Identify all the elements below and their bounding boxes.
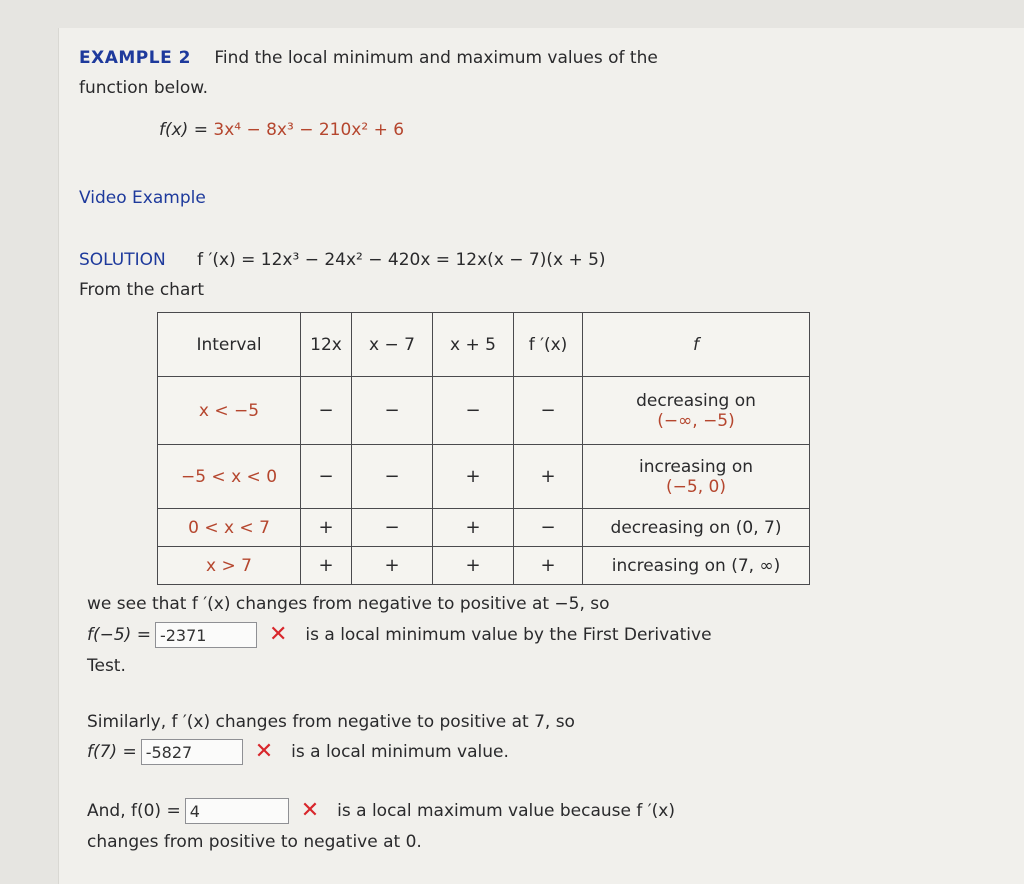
behavior-cell	[583, 547, 810, 585]
behavior-line2: (−∞, −5)	[657, 410, 735, 431]
from-chart-text: From the chart	[79, 280, 205, 300]
behavior-cell	[583, 445, 810, 509]
header-interval: Interval	[158, 313, 301, 377]
problem-page	[58, 28, 1024, 884]
video-example-link[interactable]: Video Example	[79, 188, 206, 208]
behavior-line1: decreasing on (0, 7)	[610, 517, 782, 538]
sign-cell: −	[301, 377, 352, 445]
behavior-cell	[583, 377, 810, 445]
interval-cell: 0 < x < 7	[158, 509, 301, 547]
sign-chart-table	[157, 312, 810, 585]
sign-cell: +	[301, 509, 352, 547]
sign-cell: −	[514, 509, 583, 547]
step1-answer-field[interactable]: -2371	[155, 622, 257, 648]
sign-cell: +	[352, 547, 433, 585]
step2-lhs: f(7) =	[87, 742, 137, 762]
solution-line	[79, 250, 606, 270]
step1-answer-row	[87, 622, 712, 648]
sign-cell: +	[433, 509, 514, 547]
step2-answer-row	[87, 739, 509, 765]
step3-lhs: And, f(0) =	[87, 801, 181, 821]
behavior-line1: increasing on	[638, 456, 754, 477]
table-row	[158, 445, 810, 509]
step1-conclusion: is a local minimum value by the First Derivative	[305, 625, 712, 645]
interval-cell: −5 < x < 0	[158, 445, 301, 509]
sign-cell: −	[514, 377, 583, 445]
sign-cell: −	[352, 445, 433, 509]
step3-answer-field[interactable]: 4	[185, 798, 289, 824]
header-x-plus-5: x + 5	[433, 313, 514, 377]
sign-cell: +	[301, 547, 352, 585]
function-rhs: 3x⁴ − 8x³ − 210x² + 6	[213, 120, 405, 140]
step2-answer-field[interactable]: -5827	[141, 739, 243, 765]
derivative-expression: f ′(x) = 12x³ − 24x² − 420x = 12x(x − 7)(x + 5)	[197, 250, 606, 270]
function-lhs: f(x) =	[159, 120, 214, 140]
step1-lhs: f(−5) =	[87, 625, 151, 645]
table-row	[158, 509, 810, 547]
step3-conclusion: is a local maximum value because f ′(x)	[337, 801, 675, 821]
sign-cell: −	[433, 377, 514, 445]
table-row	[158, 547, 810, 585]
header-f: f	[583, 313, 810, 377]
table-row	[158, 377, 810, 445]
step2-conclusion: is a local minimum value.	[291, 742, 509, 762]
step2-text: Similarly, f ′(x) changes from negative to positive at 7, so	[87, 712, 575, 732]
example-prompt-line1: Find the local minimum and maximum values of the	[214, 48, 658, 68]
example-header	[79, 48, 658, 68]
sign-cell: +	[433, 547, 514, 585]
header-x-minus-7: x − 7	[352, 313, 433, 377]
interval-cell: x > 7	[158, 547, 301, 585]
behavior-line1: decreasing on	[636, 390, 756, 411]
sign-cell: −	[352, 509, 433, 547]
step3-answer-row	[87, 798, 675, 824]
x-mark-icon: ✕	[300, 798, 320, 823]
sign-cell: +	[433, 445, 514, 509]
step3-continuation: changes from positive to negative at 0.	[87, 832, 422, 852]
sign-cell: −	[301, 445, 352, 509]
sign-cell: −	[352, 377, 433, 445]
x-mark-icon: ✕	[268, 622, 288, 647]
solution-label: SOLUTION	[79, 250, 166, 270]
sign-cell: +	[514, 547, 583, 585]
step1-test-text: Test.	[87, 656, 126, 676]
interval-cell: x < −5	[158, 377, 301, 445]
header-f-prime: f ′(x)	[514, 313, 583, 377]
example-prompt-line2: function below.	[79, 78, 208, 98]
example-label: EXAMPLE 2	[79, 48, 191, 68]
behavior-line2: (−5, 0)	[666, 476, 726, 497]
behavior-cell	[583, 509, 810, 547]
x-mark-icon: ✕	[254, 739, 274, 764]
header-12x: 12x	[301, 313, 352, 377]
sign-cell: +	[514, 445, 583, 509]
table-header-row	[158, 313, 810, 377]
step1-text: we see that f ′(x) changes from negative to positive at −5, so	[87, 594, 610, 614]
function-definition	[159, 120, 404, 140]
behavior-line1: increasing on (7, ∞)	[611, 555, 781, 576]
